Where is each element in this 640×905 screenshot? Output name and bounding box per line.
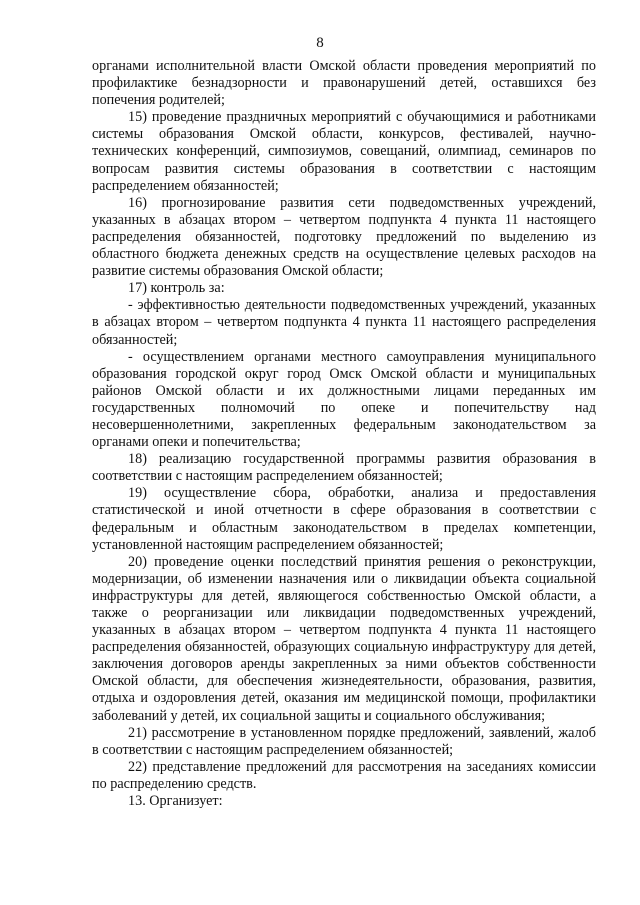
- paragraph: 21) рассмотрение в установленном порядке предложений, заявлений, жалоб в соответствии с настоящим распределением обязанностей;: [92, 724, 596, 758]
- paragraph: 22) представление предложений для рассмотрения на заседаниях комиссии по распределению средств.: [92, 758, 596, 792]
- paragraph: 16) прогнозирование развития сети подведомственных учреждений, указанных в абзацах втором – четвертом подпункта 4 пункта 11 настоящего распределения обязанностей, подготовку предложений по выделению из областного бюджета денежных средств на осуществление целевых расходов на развитие системы образования Омской области;: [92, 194, 596, 280]
- paragraph: 19) осуществление сбора, обработки, анализа и предоставления статистической и иной отчетности в сфере образования в соответствии с федеральным и областным законодательством в пределах компетенции, установленной настоящим распределением обязанностей;: [92, 485, 596, 553]
- paragraph: 20) проведение оценки последствий принятия решения о реконструкции, модернизации, об изменении назначения или о ликвидации объекта социальной инфраструктуры для детей, являющегося собственностью Омской области, а также о реорганизации или ликвидации подведомственных учреждений, указанных в абзацах втором – четвертом подпункта 4 пункта 11 настоящего распределения обязанностей, образующих социальную инфраструктуру для детей, заключения договоров аренды закрепленных за ними объектов собственности Омской области, для обеспечения жизнедеятельности, образования, развития, отдыха и оздоровления детей, оказания им медицинской помощи, профилактики заболеваний у детей, их социальной защиты и социального обслуживания;: [92, 553, 596, 724]
- paragraph: 13. Организует:: [128, 793, 223, 810]
- page-number: 8: [316, 35, 324, 51]
- paragraph: - осуществлением органами местного самоуправления муниципального образования городской округ город Омск Омской области и муниципальных районов Омской области и их должностными лицами переданных им государственных полномочий по опеке и попечительству над несовершеннолетними, закрепленных федеральным законодательством за органами опеки и попечительства;: [92, 348, 596, 451]
- document-body: [92, 58, 596, 810]
- paragraph: - эффективностью деятельности подведомственных учреждений, указанных в абзацах втором – четвертом подпункта 4 пункта 11 настоящего распределения обязанностей;: [92, 297, 596, 348]
- paragraph: 17) контроль за:: [128, 280, 225, 297]
- paragraph: 15) проведение праздничных мероприятий с обучающимися и работниками системы образования Омской области, конкурсов, фестивалей, научно-технических конференций, симпозиумов, совещаний, олимпиад, семинаров по вопросам развития системы образования в соответствии с настоящим распределением обязанностей;: [92, 109, 596, 194]
- paragraph: 18) реализацию государственной программы развития образования в соответствии с настоящим распределением обязанностей;: [92, 451, 596, 485]
- paragraph: органами исполнительной власти Омской области проведения мероприятий по профилактике безнадзорности и правонарушений детей, оставшихся без попечения родителей;: [92, 58, 596, 109]
